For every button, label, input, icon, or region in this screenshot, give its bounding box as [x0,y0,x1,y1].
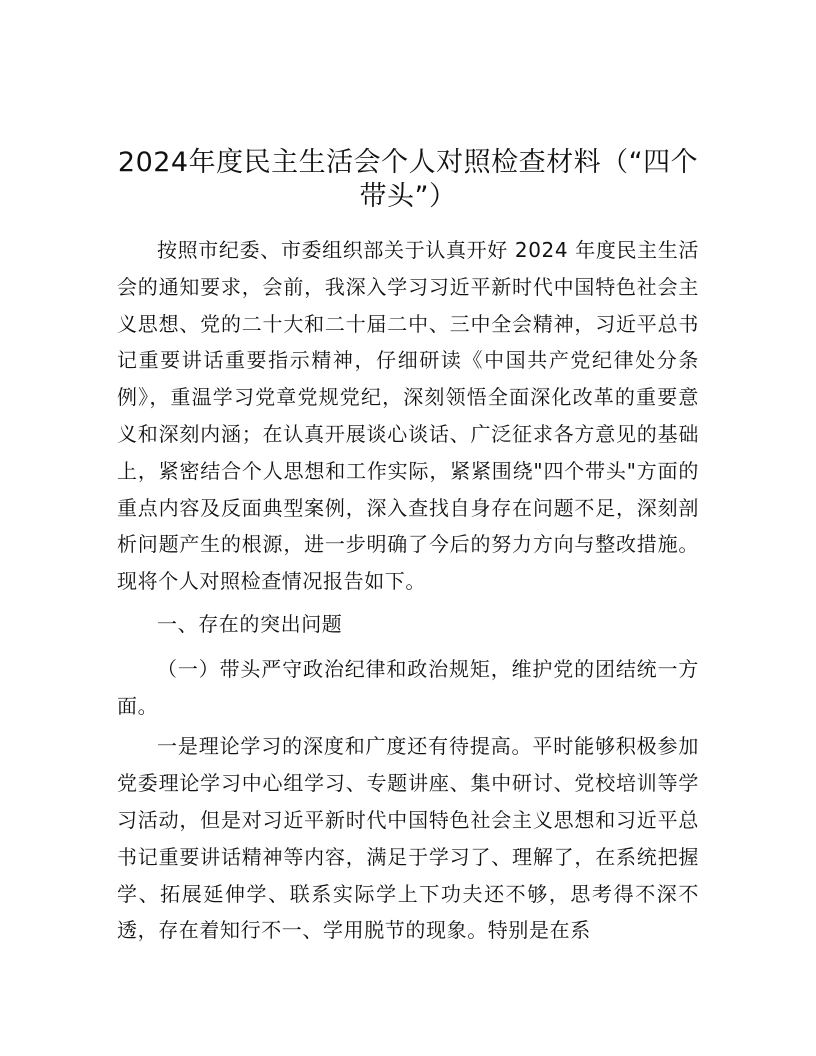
document-title: 2024年度民主生活会个人对照检查材料（“四个带头”） [117,147,699,212]
point-one-paragraph: 一是理论学习的深度和广度还有待提高。平时能够积极参加党委理论学习中心组学习、专题讲座、集中研讨、党校培训等学习活动，但是对习近平新时代中国特色社会主义思想和习近平总书记重要讲话精神等内容，满足于学习了、理解了，在系统把握学、拓展延伸学、联系实际学上下功夫还不够，思考得不深不透，存在着知行不一、学用脱节的现象。特别是在系 [117,734,699,943]
document-body [117,232,699,949]
subsection-heading-discipline: （一）带头严守政治纪律和政治规矩，维护党的团结统一方面。 [117,656,699,718]
section-heading-problems: 一、存在的突出问题 [157,611,343,636]
intro-paragraph: 按照市纪委、市委组织部关于认真开好 2024 年度民主生活会的通知要求，会前，我深入学习习近平新时代中国特色社会主义思想、党的二十大和二十届二中、三中全会精神，习近平总书记重要讲话重要指示精神，仔细研读《中国共产党纪律处分条例》，重温学习党章党规党纪，深刻领悟全面深化改革的重要意义和深刻内涵；在认真开展谈心谈话、广泛征求各方意见的基础上，紧密结合个人思想和工作实际，紧紧围绕"四个带头"方面的重点内容及反面典型案例，深入查找自身存在问题不足，深刻剖析问题产生的根源，进一步明确了今后的努力方向与整改措施。现将个人对照检查情况报告如下。 [117,238,699,594]
